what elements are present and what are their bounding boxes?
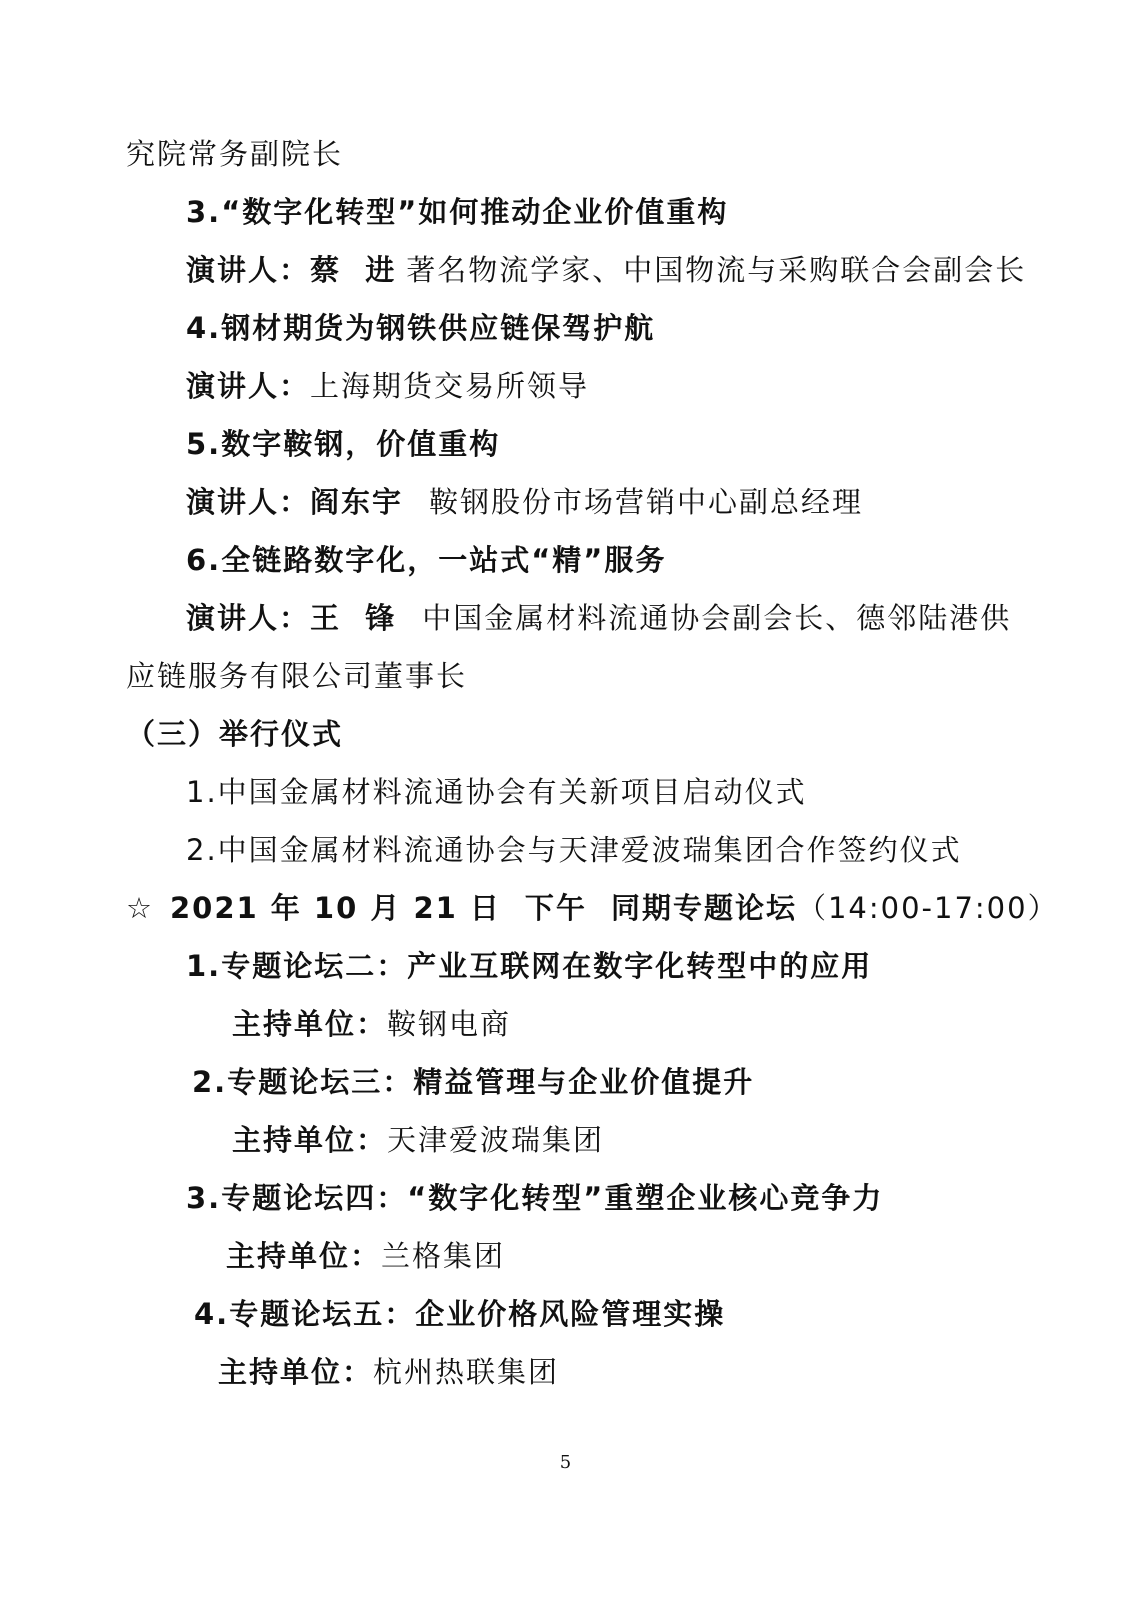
talk-4-title: 4.钢材期货为钢铁供应链保驾护航 bbox=[186, 311, 656, 345]
talk-5-title: 5.数字鞍钢，价值重构 bbox=[186, 427, 501, 461]
speaker-name: 蔡 进 bbox=[310, 253, 397, 287]
speaker-name: 阎东宇 bbox=[310, 485, 404, 519]
section-ceremony-heading: （三）举行仪式 bbox=[126, 717, 344, 751]
forum-1-title: 1.专题论坛二：产业互联网在数字化转型中的应用 bbox=[186, 949, 873, 983]
forum-2-host: 主持单位：天津爱波瑞集团 bbox=[232, 1123, 605, 1157]
ceremony-item-2: 2.中国金属材料流通协会与天津爱波瑞集团合作签约仪式 bbox=[186, 833, 962, 867]
star-icon: ☆ bbox=[126, 891, 154, 925]
page-number: 5 bbox=[559, 1452, 572, 1473]
body-text-continuation: 究院常务副院长 bbox=[126, 137, 344, 171]
forum-3-title: 3.专题论坛四：“数字化转型”重塑企业核心竞争力 bbox=[186, 1181, 884, 1215]
forum-1-host: 主持单位：鞍钢电商 bbox=[232, 1007, 512, 1041]
forum-4-host: 主持单位：杭州热联集团 bbox=[218, 1355, 560, 1389]
talk-5-speaker: 演讲人：阎东宇 鞍钢股份市场营销中心副总经理 bbox=[186, 485, 864, 519]
forum-4-title: 4.专题论坛五：企业价格风险管理实操 bbox=[194, 1297, 726, 1331]
forum-2-title: 2.专题论坛三：精益管理与企业价值提升 bbox=[192, 1065, 755, 1099]
talk-6-speaker: 演讲人：王 锋 中国金属材料流通协会副会长、德邻陆港供 bbox=[186, 601, 1012, 635]
forum-3-host: 主持单位：兰格集团 bbox=[226, 1239, 506, 1273]
talk-3-title: 3.“数字化转型”如何推动企业价值重构 bbox=[186, 195, 729, 229]
speaker-name: 王 锋 bbox=[310, 601, 397, 635]
afternoon-forum-heading: ☆ 2021 年 10 月 21 日 下午 同期专题论坛（14:00-17:00） bbox=[126, 891, 1059, 925]
talk-3-speaker: 演讲人：蔡 进 著名物流学家、中国物流与采购联合会副会长 bbox=[186, 253, 1027, 287]
talk-6-speaker-continuation: 应链服务有限公司董事长 bbox=[126, 659, 468, 693]
ceremony-item-1: 1.中国金属材料流通协会有关新项目启动仪式 bbox=[186, 775, 807, 809]
talk-6-title: 6.全链路数字化，一站式“精”服务 bbox=[186, 543, 667, 577]
talk-4-speaker: 演讲人：上海期货交易所领导 bbox=[186, 369, 590, 403]
